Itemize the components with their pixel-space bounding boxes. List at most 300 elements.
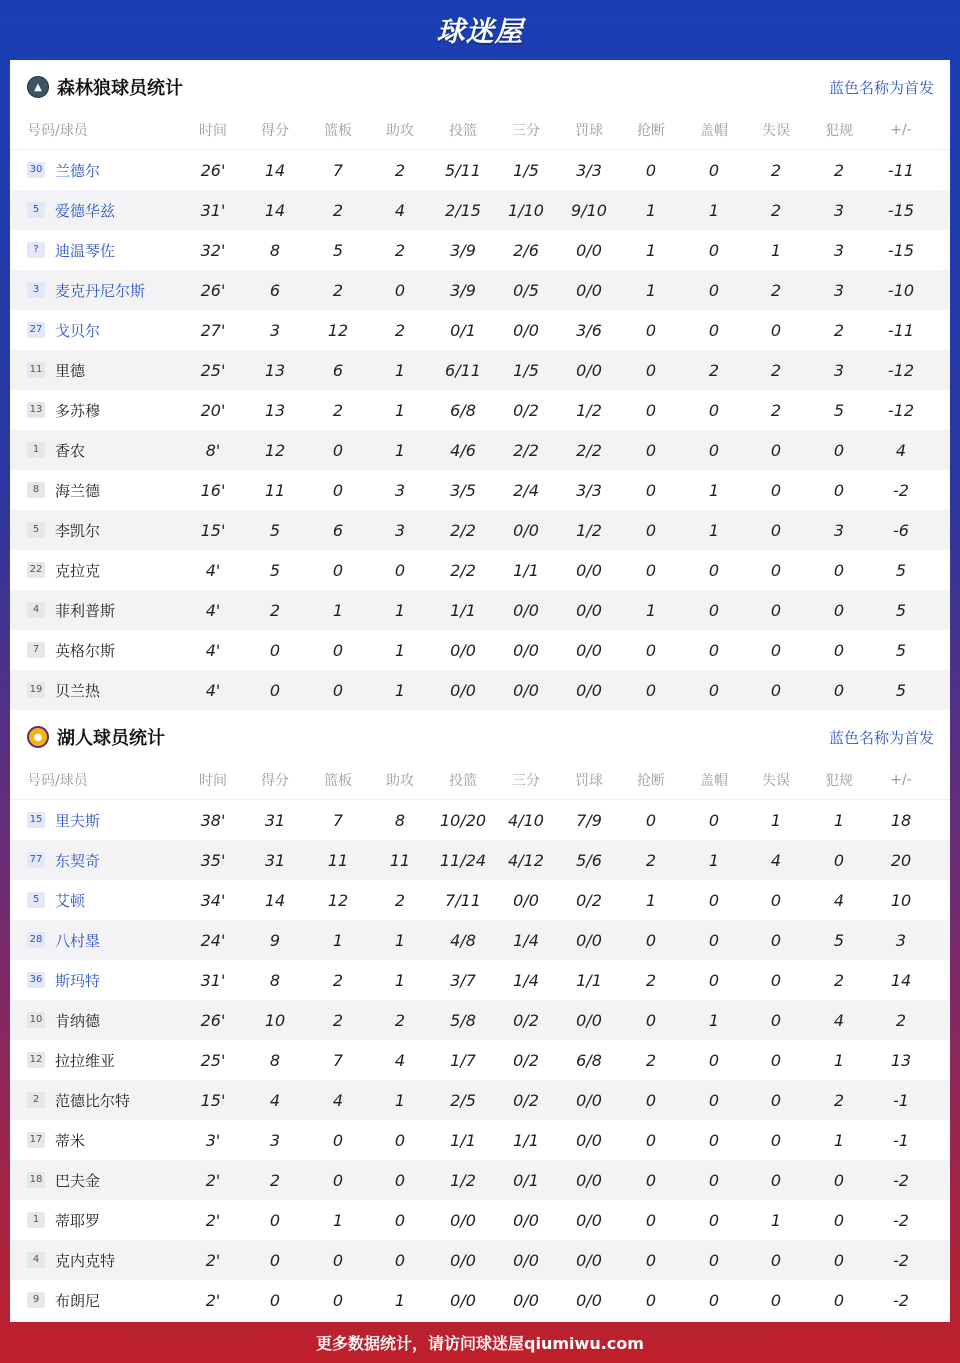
player-row[interactable] <box>10 1040 950 1080</box>
stat-cell-助攻: 2 <box>394 320 406 340</box>
stat-cell-罚球: 0/0 <box>576 240 602 260</box>
stat-cell-助攻: 0 <box>394 560 406 580</box>
column-header-4: 助攻 <box>386 772 414 789</box>
stat-cell-助攻: 3 <box>394 480 406 500</box>
stat-cell-+/-: -11 <box>887 160 915 180</box>
stat-cell-抢断: 0 <box>645 680 657 700</box>
player-row[interactable] <box>10 1160 950 1200</box>
stat-cell-篮板: 2 <box>332 1010 344 1030</box>
stat-cell-失误: 0 <box>770 930 782 950</box>
player-name[interactable]: 蒂耶罗 <box>55 1211 101 1230</box>
stat-cell-得分: 13 <box>264 400 286 420</box>
stat-cell-+/-: 5 <box>895 680 907 700</box>
stat-cell-失误: 1 <box>770 810 782 830</box>
stat-cell-失误: 0 <box>770 1250 782 1270</box>
stat-cell-助攻: 1 <box>394 400 406 420</box>
stat-cell-+/-: 3 <box>895 930 907 950</box>
player-row[interactable] <box>10 510 950 550</box>
stat-cell-罚球: 2/2 <box>576 440 602 460</box>
starter-legend: 蓝色名称为首发 <box>828 78 934 97</box>
stat-cell-+/-: -15 <box>887 240 915 260</box>
player-row[interactable] <box>10 1240 950 1280</box>
stat-cell-罚球: 0/0 <box>576 600 602 620</box>
stat-cell-篮板: 0 <box>332 480 344 500</box>
stat-cell-投篮: 2/2 <box>450 560 476 580</box>
player-name[interactable]: 麦克丹尼尔斯 <box>55 281 146 300</box>
stat-cell-罚球: 1/2 <box>576 400 602 420</box>
stat-cell-+/-: 5 <box>895 560 907 580</box>
stat-cell-抢断: 1 <box>645 240 657 260</box>
player-name[interactable]: 里德 <box>55 361 86 380</box>
column-header-11: 犯规 <box>825 772 853 789</box>
player-name[interactable]: 海兰德 <box>55 481 101 500</box>
stat-cell-得分: 4 <box>269 1090 281 1110</box>
stat-cell-时间: 15' <box>200 520 226 540</box>
stat-cell-犯规: 3 <box>833 200 845 220</box>
player-row[interactable] <box>10 1200 950 1240</box>
stat-cell-时间: 26' <box>200 280 226 300</box>
stat-cell-篮板: 7 <box>332 1050 344 1070</box>
player-name[interactable]: 爱德华兹 <box>55 201 116 220</box>
column-header-9: 盖帽 <box>700 772 728 789</box>
stat-cell-犯规: 2 <box>833 160 845 180</box>
stat-cell-盖帽: 0 <box>708 160 720 180</box>
stat-cell-得分: 11 <box>264 480 286 500</box>
stat-cell-盖帽: 0 <box>708 440 720 460</box>
stat-cell-+/-: -12 <box>887 360 915 380</box>
stat-cell-犯规: 0 <box>833 1210 845 1230</box>
jersey-number-badge: 15 <box>27 812 45 828</box>
column-header-row <box>10 760 950 800</box>
stat-cell-盖帽: 0 <box>708 680 720 700</box>
stat-cell-盖帽: 0 <box>708 1170 720 1190</box>
stat-cell-得分: 14 <box>264 890 286 910</box>
stat-cell-+/-: 20 <box>890 850 912 870</box>
jersey-number-badge: 3 <box>27 282 45 298</box>
jersey-number-badge: 4 <box>27 602 45 618</box>
stat-cell-三分: 0/0 <box>513 1210 539 1230</box>
stat-cell-三分: 0/2 <box>513 1090 539 1110</box>
stat-cell-抢断: 0 <box>645 320 657 340</box>
stat-cell-时间: 2' <box>205 1250 221 1270</box>
stat-cell-得分: 8 <box>269 970 281 990</box>
stat-cell-失误: 0 <box>770 680 782 700</box>
stat-cell-+/-: 10 <box>890 890 912 910</box>
starter-legend: 蓝色名称为首发 <box>828 728 934 747</box>
player-name[interactable]: 艾顿 <box>55 891 86 910</box>
stat-cell-投篮: 3/9 <box>450 280 476 300</box>
jersey-number-badge: 30 <box>27 162 45 178</box>
stat-cell-+/-: -10 <box>887 280 915 300</box>
column-header-5: 投篮 <box>449 772 477 789</box>
jersey-number-badge: 77 <box>27 852 45 868</box>
stat-cell-投篮: 3/9 <box>450 240 476 260</box>
player-name[interactable]: 英格尔斯 <box>55 641 116 660</box>
column-header-1: 时间 <box>199 122 227 139</box>
player-row[interactable] <box>10 960 950 1000</box>
column-header-8: 抢断 <box>637 772 665 789</box>
stat-cell-投篮: 0/0 <box>450 1210 476 1230</box>
player-name[interactable]: 贝兰热 <box>55 681 101 700</box>
player-row[interactable] <box>10 670 950 710</box>
stat-cell-犯规: 5 <box>833 930 845 950</box>
stat-cell-抢断: 0 <box>645 1170 657 1190</box>
stat-cell-篮板: 0 <box>332 560 344 580</box>
stat-cell-抢断: 0 <box>645 1290 657 1310</box>
stat-cell-助攻: 2 <box>394 890 406 910</box>
stat-cell-抢断: 0 <box>645 810 657 830</box>
stat-cell-抢断: 0 <box>645 640 657 660</box>
stat-cell-投篮: 4/6 <box>450 440 476 460</box>
player-row[interactable] <box>10 630 950 670</box>
stat-cell-失误: 2 <box>770 160 782 180</box>
stat-cell-三分: 1/5 <box>513 360 539 380</box>
stat-cell-时间: 25' <box>200 1050 226 1070</box>
stat-cell-犯规: 0 <box>833 1170 845 1190</box>
stat-cell-助攻: 1 <box>394 930 406 950</box>
jersey-number-badge: 11 <box>27 362 45 378</box>
stat-cell-投篮: 10/20 <box>439 810 487 830</box>
stat-cell-得分: 0 <box>269 680 281 700</box>
stat-cell-时间: 4' <box>205 640 221 660</box>
player-name[interactable]: 巴夫金 <box>55 1171 101 1190</box>
stat-cell-失误: 0 <box>770 1170 782 1190</box>
jersey-number-badge: 17 <box>27 1132 45 1148</box>
stat-cell-罚球: 0/0 <box>576 930 602 950</box>
stat-cell-投篮: 4/8 <box>450 930 476 950</box>
stat-cell-抢断: 2 <box>645 970 657 990</box>
player-row[interactable] <box>10 920 950 960</box>
stat-cell-罚球: 0/0 <box>576 1250 602 1270</box>
stat-cell-时间: 4' <box>205 600 221 620</box>
stat-cell-三分: 0/0 <box>513 520 539 540</box>
stat-cell-盖帽: 2 <box>708 360 720 380</box>
player-row[interactable] <box>10 310 950 350</box>
stat-cell-失误: 0 <box>770 440 782 460</box>
stat-cell-罚球: 0/0 <box>576 560 602 580</box>
stat-cell-得分: 14 <box>264 160 286 180</box>
stat-cell-得分: 10 <box>264 1010 286 1030</box>
player-row[interactable] <box>10 880 950 920</box>
stat-cell-抢断: 1 <box>645 600 657 620</box>
stat-cell-三分: 0/0 <box>513 320 539 340</box>
column-header-10: 失误 <box>762 122 790 139</box>
brand-logo: 球迷屋 <box>436 15 524 48</box>
stat-cell-罚球: 0/2 <box>576 890 602 910</box>
stat-cell-时间: 15' <box>200 1090 226 1110</box>
stat-cell-失误: 2 <box>770 280 782 300</box>
stat-cell-三分: 0/5 <box>513 280 539 300</box>
stat-cell-得分: 0 <box>269 1250 281 1270</box>
player-name[interactable]: 戈贝尔 <box>55 321 101 340</box>
stat-cell-三分: 0/2 <box>513 1050 539 1070</box>
stat-cell-罚球: 7/9 <box>576 810 602 830</box>
stat-cell-抢断: 0 <box>645 930 657 950</box>
column-header-12: +/- <box>890 121 912 138</box>
column-header-0: 号码/球员 <box>27 122 88 139</box>
player-name[interactable]: 拉拉维亚 <box>55 1051 116 1070</box>
stat-cell-投篮: 5/11 <box>445 160 481 180</box>
player-row[interactable] <box>10 150 950 190</box>
stat-cell-抢断: 2 <box>645 850 657 870</box>
stat-cell-三分: 2/6 <box>513 240 539 260</box>
stat-cell-时间: 32' <box>200 240 226 260</box>
stat-cell-失误: 0 <box>770 1090 782 1110</box>
column-header-6: 三分 <box>512 772 540 789</box>
lakers-logo-icon: ● <box>27 726 49 748</box>
stat-cell-犯规: 5 <box>833 400 845 420</box>
jersey-number-badge: 9 <box>27 1292 45 1308</box>
stat-cell-三分: 0/0 <box>513 680 539 700</box>
stat-cell-犯规: 4 <box>833 890 845 910</box>
player-row[interactable] <box>10 840 950 880</box>
player-row[interactable] <box>10 390 950 430</box>
column-header-2: 得分 <box>261 122 289 139</box>
stat-cell-时间: 2' <box>205 1170 221 1190</box>
stat-cell-犯规: 0 <box>833 680 845 700</box>
stat-cell-得分: 9 <box>269 930 281 950</box>
stat-cell-盖帽: 0 <box>708 1290 720 1310</box>
stat-cell-助攻: 1 <box>394 440 406 460</box>
player-row[interactable] <box>10 1280 950 1320</box>
stat-cell-罚球: 0/0 <box>576 640 602 660</box>
stat-cell-时间: 35' <box>200 850 226 870</box>
stat-cell-罚球: 1/1 <box>576 970 602 990</box>
stat-cell-犯规: 0 <box>833 640 845 660</box>
stat-cell-失误: 1 <box>770 240 782 260</box>
column-header-row <box>10 110 950 150</box>
stat-cell-犯规: 2 <box>833 320 845 340</box>
stat-cell-抢断: 0 <box>645 440 657 460</box>
stat-cell-失误: 0 <box>770 970 782 990</box>
player-name[interactable]: 布朗尼 <box>55 1291 101 1310</box>
stat-cell-抢断: 0 <box>645 400 657 420</box>
column-header-1: 时间 <box>199 772 227 789</box>
stat-cell-犯规: 4 <box>833 1010 845 1030</box>
stat-cell-篮板: 0 <box>332 1130 344 1150</box>
player-name[interactable]: 克拉克 <box>55 561 101 580</box>
player-row[interactable] <box>10 550 950 590</box>
jersey-number-badge: 7 <box>27 642 45 658</box>
stat-cell-时间: 31' <box>200 200 226 220</box>
stat-cell-犯规: 1 <box>833 1050 845 1070</box>
stat-cell-三分: 1/1 <box>513 560 539 580</box>
player-row[interactable] <box>10 1120 950 1160</box>
stat-cell-篮板: 1 <box>332 600 344 620</box>
stat-cell-抢断: 0 <box>645 480 657 500</box>
stat-cell-+/-: 13 <box>890 1050 912 1070</box>
stat-cell-抢断: 2 <box>645 1050 657 1070</box>
stat-cell-得分: 8 <box>269 240 281 260</box>
stat-cell-盖帽: 0 <box>708 890 720 910</box>
stat-cell-失误: 4 <box>770 850 782 870</box>
player-name[interactable]: 克内克特 <box>55 1251 116 1270</box>
stat-cell-助攻: 3 <box>394 520 406 540</box>
column-header-5: 投篮 <box>449 122 477 139</box>
stat-cell-盖帽: 0 <box>708 240 720 260</box>
player-row[interactable] <box>10 230 950 270</box>
stat-cell-助攻: 1 <box>394 640 406 660</box>
stat-cell-+/-: -2 <box>893 1290 909 1310</box>
jersey-number-badge: 27 <box>27 322 45 338</box>
stat-cell-三分: 0/0 <box>513 1250 539 1270</box>
stat-cell-盖帽: 0 <box>708 970 720 990</box>
stat-cell-得分: 6 <box>269 280 281 300</box>
stat-cell-三分: 0/2 <box>513 1010 539 1030</box>
player-name[interactable]: 范德比尔特 <box>55 1091 131 1110</box>
stat-cell-篮板: 0 <box>332 1290 344 1310</box>
stat-cell-+/-: -2 <box>893 1210 909 1230</box>
stat-cell-三分: 1/1 <box>513 1130 539 1150</box>
stat-cell-犯规: 0 <box>833 1290 845 1310</box>
stat-cell-投篮: 0/1 <box>450 320 476 340</box>
footer-banner[interactable] <box>0 1322 960 1363</box>
stat-cell-助攻: 1 <box>394 360 406 380</box>
player-row[interactable] <box>10 1000 950 1040</box>
stat-cell-助攻: 0 <box>394 280 406 300</box>
stat-cell-投篮: 0/0 <box>450 1290 476 1310</box>
stat-cell-犯规: 1 <box>833 810 845 830</box>
stat-cell-犯规: 0 <box>833 480 845 500</box>
player-row[interactable] <box>10 1080 950 1120</box>
player-name[interactable]: 东契奇 <box>55 851 101 870</box>
stat-cell-+/-: -2 <box>893 480 909 500</box>
stat-cell-得分: 0 <box>269 1290 281 1310</box>
stat-cell-三分: 0/0 <box>513 1290 539 1310</box>
stat-cell-助攻: 0 <box>394 1170 406 1190</box>
jersey-number-badge: 5 <box>27 202 45 218</box>
stat-cell-得分: 5 <box>269 520 281 540</box>
player-name[interactable]: 斯玛特 <box>55 971 101 990</box>
column-header-2: 得分 <box>261 772 289 789</box>
player-name[interactable]: 里夫斯 <box>55 811 101 830</box>
player-name[interactable]: 李凯尔 <box>55 521 101 540</box>
stat-cell-罚球: 0/0 <box>576 1010 602 1030</box>
stat-cell-助攻: 1 <box>394 970 406 990</box>
stat-cell-得分: 3 <box>269 1130 281 1150</box>
stat-cell-三分: 0/2 <box>513 400 539 420</box>
stat-cell-+/-: 5 <box>895 600 907 620</box>
stat-cell-抢断: 1 <box>645 200 657 220</box>
player-row[interactable] <box>10 800 950 840</box>
player-row[interactable] <box>10 470 950 510</box>
stat-cell-篮板: 4 <box>332 1090 344 1110</box>
jersey-number-badge: 10 <box>27 1012 45 1028</box>
player-name[interactable]: 肯纳德 <box>55 1011 101 1030</box>
player-name[interactable]: 迪温琴佐 <box>55 241 116 260</box>
player-name[interactable]: 香农 <box>55 441 86 460</box>
jersey-number-badge: 5 <box>27 522 45 538</box>
jersey-number-badge: 5 <box>27 892 45 908</box>
player-name[interactable]: 兰德尔 <box>55 161 101 180</box>
stat-cell-投篮: 2/15 <box>445 200 481 220</box>
stat-cell-盖帽: 1 <box>708 480 720 500</box>
column-header-12: +/- <box>890 771 912 788</box>
stat-cell-+/-: 18 <box>890 810 912 830</box>
stat-cell-罚球: 3/6 <box>576 320 602 340</box>
jersey-number-badge: ? <box>27 242 45 258</box>
player-row[interactable] <box>10 430 950 470</box>
stat-cell-罚球: 6/8 <box>576 1050 602 1070</box>
stat-cell-三分: 1/5 <box>513 160 539 180</box>
stat-cell-投篮: 2/5 <box>450 1090 476 1110</box>
column-header-8: 抢断 <box>637 122 665 139</box>
stat-cell-罚球: 5/6 <box>576 850 602 870</box>
stat-cell-投篮: 2/2 <box>450 520 476 540</box>
stat-cell-+/-: 2 <box>895 1010 907 1030</box>
stat-cell-时间: 34' <box>200 890 226 910</box>
stat-cell-得分: 3 <box>269 320 281 340</box>
stat-cell-投篮: 3/5 <box>450 480 476 500</box>
footer-link[interactable]: 更多数据统计，请访问球迷屋qiumiwu.com <box>316 1334 644 1353</box>
stat-cell-篮板: 7 <box>332 160 344 180</box>
stat-cell-盖帽: 0 <box>708 810 720 830</box>
stat-cell-+/-: -1 <box>893 1130 909 1150</box>
jersey-number-badge: 13 <box>27 402 45 418</box>
stat-cell-罚球: 0/0 <box>576 360 602 380</box>
stat-cell-篮板: 11 <box>327 850 349 870</box>
column-header-3: 篮板 <box>324 122 352 139</box>
stat-cell-投篮: 7/11 <box>445 890 481 910</box>
stat-cell-盖帽: 0 <box>708 1050 720 1070</box>
player-name[interactable]: 多苏穆 <box>55 401 101 420</box>
stat-cell-抢断: 0 <box>645 160 657 180</box>
stat-cell-三分: 4/12 <box>508 850 544 870</box>
player-name[interactable]: 八村塁 <box>55 931 101 950</box>
stat-cell-失误: 0 <box>770 1010 782 1030</box>
stat-cell-罚球: 0/0 <box>576 1210 602 1230</box>
stat-cell-投篮: 0/0 <box>450 1250 476 1270</box>
stat-cell-时间: 31' <box>200 970 226 990</box>
player-row[interactable] <box>10 190 950 230</box>
stat-cell-失误: 2 <box>770 200 782 220</box>
stat-cell-失误: 0 <box>770 600 782 620</box>
column-header-7: 罚球 <box>575 122 603 139</box>
stat-cell-盖帽: 0 <box>708 600 720 620</box>
stat-cell-盖帽: 1 <box>708 850 720 870</box>
stat-cell-失误: 0 <box>770 560 782 580</box>
player-name[interactable]: 菲利普斯 <box>55 601 116 620</box>
stat-cell-得分: 2 <box>269 1170 281 1190</box>
player-row[interactable] <box>10 350 950 390</box>
stat-cell-得分: 31 <box>264 810 286 830</box>
column-header-6: 三分 <box>512 122 540 139</box>
stat-cell-时间: 26' <box>200 1010 226 1030</box>
stat-cell-篮板: 5 <box>332 240 344 260</box>
stat-cell-犯规: 3 <box>833 240 845 260</box>
stat-cell-篮板: 2 <box>332 200 344 220</box>
stat-cell-三分: 1/4 <box>513 930 539 950</box>
jersey-number-badge: 36 <box>27 972 45 988</box>
stat-cell-罚球: 0/0 <box>576 1130 602 1150</box>
stat-cell-犯规: 0 <box>833 600 845 620</box>
team-title: 森林狼球员统计 <box>57 78 183 99</box>
stats-card <box>10 60 950 1322</box>
stat-cell-得分: 5 <box>269 560 281 580</box>
team-title: 湖人球员统计 <box>57 728 165 749</box>
jersey-number-badge: 1 <box>27 442 45 458</box>
stat-cell-罚球: 0/0 <box>576 1290 602 1310</box>
stat-cell-盖帽: 0 <box>708 1250 720 1270</box>
stat-cell-篮板: 6 <box>332 520 344 540</box>
stat-cell-盖帽: 0 <box>708 1130 720 1150</box>
player-row[interactable] <box>10 590 950 630</box>
stat-cell-盖帽: 0 <box>708 560 720 580</box>
jersey-number-badge: 1 <box>27 1212 45 1228</box>
stat-cell-失误: 2 <box>770 360 782 380</box>
player-row[interactable] <box>10 270 950 310</box>
player-name[interactable]: 蒂米 <box>55 1131 86 1150</box>
